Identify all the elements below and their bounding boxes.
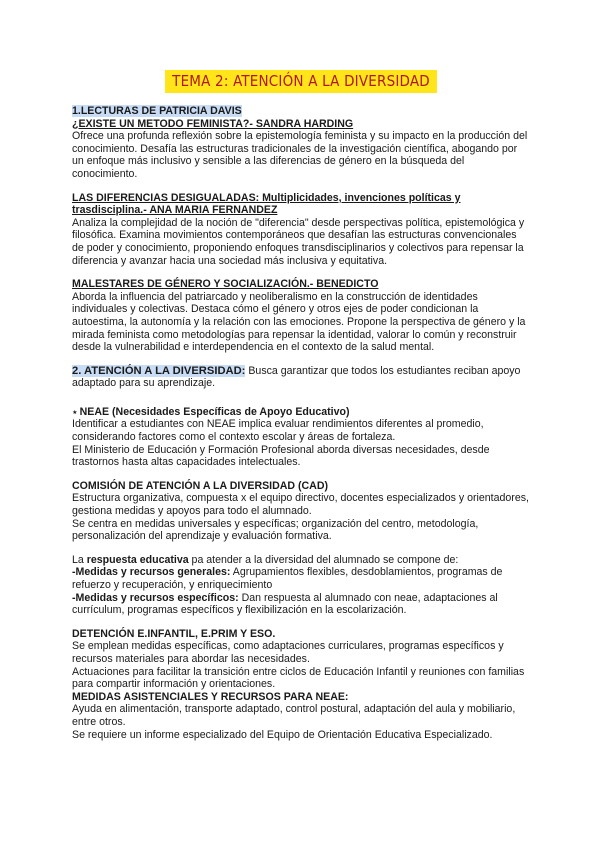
deteccion-heading: DETENCIÓN E.INFANTIL, E.PRIM Y ESO. [72, 627, 276, 640]
star-bullet-icon: ⋆ [72, 406, 78, 417]
section2-intro [72, 365, 530, 390]
respuesta-bold: respuesta educativa [86, 553, 189, 566]
title-wrap [72, 70, 530, 93]
neae-heading [72, 406, 530, 419]
asistenciales-line1: Ayuda en alimentación, transporte adaptado, control postural, adaptación del aula y mobiliario, entre otros. [72, 703, 516, 728]
respuesta-intro [72, 554, 530, 567]
cad-line2: Se centra en medidas universales y específicas; organización del centro, metodología, personalización del aprendizaje y evaluación formativa. [72, 517, 479, 543]
medidas-especificas [72, 592, 530, 617]
reading3-body: Aborda la influencia del patriarcado y neoliberalismo en la construcción de identidades individuales y colectivas. Destaca cómo el género y otros ejes de poder condicionan la autoestima, la autonomía y la relación con las emociones. Propone la perspectiva de género y la mirada feminista como metodologías para repensar la identidad, valorar lo común y reconstruir desde la vulnerabilidad e interdependencia en el contexto de la salud mental. [72, 290, 526, 354]
respuesta-post: pa atender a la diversidad del alumnado se compone de: [188, 553, 459, 566]
respuesta-pre: La [72, 553, 87, 566]
medidas-generales [72, 566, 530, 591]
reading2-body: Analiza la complejidad de la noción de "diferencia" desde perspectivas política, epistemológica y filosófica. Examina movimientos contemporáneos que desafían las estructuras convencionales de poder y conocimiento, proponiendo enfoques transdisciplinarios y colectivos para repensar la diferencia y avanzar hacia una sociedad más inclusiva y equitativa. [72, 216, 525, 267]
medidas-generales-label: -Medidas y recursos generales: [72, 566, 231, 579]
deteccion-line1: Se emplean medidas específicas, como adaptaciones curriculares, programas específicos y recursos materiales para abordar las necesidades. [72, 640, 504, 665]
cad-line1: Estructura organizativa, compuesta x el equipo directivo, docentes especializados y orientadores, gestiona medidas y apoyos para todo el alumnado. [72, 492, 529, 518]
page-title: TEMA 2: ATENCIÓN A LA DIVERSIDAD [165, 70, 437, 93]
medidas-especificas-text: Dan respuesta al alumnado con neae, adaptaciones al currículum, programas específicos y flexibilización en la escolarización. [72, 591, 498, 617]
neae-heading-text: NEAE (Necesidades Específicas de Apoyo Educativo) [79, 405, 350, 418]
medidas-generales-text: Agrupamientos flexibles, desdoblamientos, programas de refuerzo y recuperación, y enriquecimiento [72, 566, 503, 591]
document-page [72, 0, 530, 741]
neae-line2: El Ministerio de Educación y Formación Profesional aborda diversas necesidades, desde trastornos hasta altas capacidades intelectuales. [72, 443, 490, 469]
section1-heading [72, 105, 530, 118]
neae-line1: Identificar a estudiantes con NEAE implica evaluar rendimientos diferentes al promedio, considerando factores como el contexto escolar y áreas de fortaleza. [72, 418, 484, 444]
medidas-especificas-label: -Medidas y recursos específicos: [72, 591, 239, 604]
asistenciales-heading: MEDIDAS ASISTENCIALES Y RECURSOS PARA NEAE: [72, 690, 349, 703]
section2-heading: 2. ATENCIÓN A LA DIVERSIDAD: [72, 364, 246, 377]
reading3-title: MALESTARES DE GÉNERO Y SOCIALIZACIÓN.- BENEDICTO [72, 278, 379, 291]
reading2-title: LAS DIFERENCIAS DESIGUALADAS: Multiplicidades, invenciones políticas y trasdisciplina.- ANA MARIA FERNANDEZ [72, 191, 461, 217]
section2-intro-text: Busca garantizar que todos los estudiantes reciban apoyo adaptado para su aprendizaje. [72, 364, 521, 390]
cad-heading: COMISIÓN DE ATENCIÓN A LA DIVERSIDAD (CAD) [72, 479, 329, 492]
deteccion-line2: Actuaciones para facilitar la transición entre ciclos de Educación Infantil y reuniones con familias para compartir información y orientaciones. [72, 665, 525, 691]
asistenciales-line2: Se requiere un informe especializado del Equipo de Orientación Educativa Especializado. [72, 728, 493, 741]
reading1-body: Ofrece una profunda reflexión sobre la epistemología feminista y su impacto en la producción del conocimiento. Desafía las estructuras tradicionales de la investigación científica, abogando por un enfoque más inclusivo y sensible a las diferencias de género en la búsqueda del conocimiento. [72, 130, 528, 180]
reading1-title: ¿EXISTE UN METODO FEMINISTA?- SANDRA HARDING [72, 117, 354, 130]
section1-heading-text: 1.LECTURAS DE PATRICIA DAVIS [72, 105, 242, 117]
